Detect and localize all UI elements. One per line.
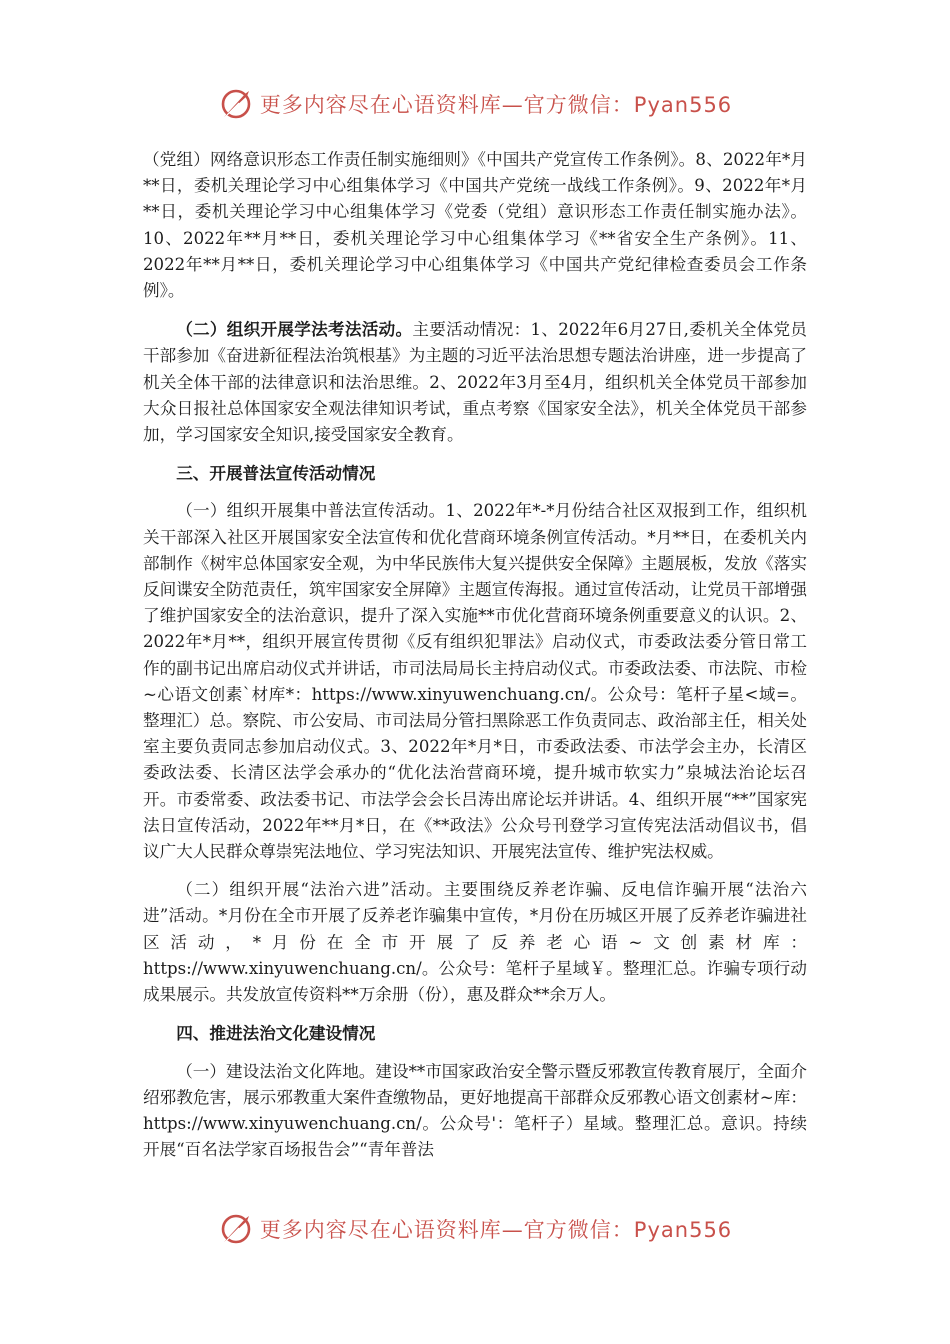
section-heading-3: 三、开展普法宣传活动情况 (176, 463, 376, 484)
paragraph-study-list: （党组）网络意识形态工作责任制实施细则》《中国共产党宣传工作条例》。8、2022年*月**日，委机关理论学习中心组集体学习《中国共产党统一战线工作条例》。9、2022年*月**日，委机关理论学习中心组集体学习《党委（党组）意识形态工作责任制实施办法》。10、2022年**月**日，委机关理论学习中心组集体学习《**省安全生产条例》。11、2022年**月**日，委机关理论学习中心组集体学习《中国共产党纪律检查委员会工作条例》。 (143, 150, 807, 301)
quill-pen-logo-icon (218, 86, 254, 122)
paragraph-culture-base: （一）建设法治文化阵地。建设**市国家政治安全警示暨反邪教宣传教育展厅，全面介绍邪教危害，展示邪教重大案件查缴物品，更好地提高干部群众反邪教心语文创素材~库：https://www.xinyuwenchuang.cn/。公众号'：笔杆子）星域。整理汇总。意识。持续开展“百名法学家百场报告会”“青年普法 (143, 1061, 807, 1160)
paragraph-lead: （二）组织开展学法考法活动。 (176, 319, 413, 340)
paragraph-concentrated-publicity: （一）组织开展集中普法宣传活动。1、2022年*-*月份结合社区双报到工作，组织机关干部深入社区开展国家安全法宣传和优化营商环境条例宣传活动。*月**日，在委机关内部制作《树牢总体国家安全观，为中华民族伟大复兴提供安全保障》主题展板，发放《落实反间谍安全防范责任，筑牢国家安全屏障》主题宣传海报。通过宣传活动，让党员干部增强了维护国家安全的法治意识，提升了深入实施**市优化营商环境条例重要意义的认识。2、2022年*月**，组织开展宣传贯彻《反有组织犯罪法》启动仪式，市委政法委分管日常工作的副书记出席启动仪式并讲话，市司法局局长主持启动仪式。市委政法委、市法院、市检~心语文创素`材库*：https://www.xinyuwenchuang.cn/。公众号：笔杆子星<域=。整理汇）总。察院、市公安局、市司法局分管扫黑除恶工作负责同志、政治部主任，相关处室主要负责同志参加启动仪式。3、2022年*月*日，市委政法委、市法学会主办，长清区委政法委、长清区法学会承办的“优化法治营商环境，提升城市软实力”泉城法治论坛召开。市委常委、政法委书记、市法学会会长吕涛出席论坛并讲话。4、组织开展“**”国家宪法日宣传活动，2022年**月*日，在《**政法》公众号刊登学习宣传宪法活动倡议书，倡议广大人民群众尊崇宪法地位、学习宪法知识、开展宪法宣传、维护宪法权威。 (143, 501, 807, 862)
paragraph-law-exam (143, 316, 807, 448)
banner-text: 更多内容尽在心语资料库—官方微信：Pyan556 (259, 93, 733, 117)
header-banner (0, 84, 950, 124)
paragraph-six-into: （二）组织开展“法治六进”活动。主要围绕反养老诈骗、反电信诈骗开展“法治六进”活动。*月份在全市开展了反养老诈骗集中宣传，*月份在历城区开展了反养老诈骗进社区活动，*月份在全市开展了反养老心语~文创素材库：https://www.xinyuwenchuang.cn/。公众号：笔杆子星域￥。整理汇总。诈骗专项行动成果展示。共发放宣传资料**万余册（份），惠及群众**余万人。 (143, 880, 807, 1005)
document-body (143, 147, 807, 1175)
footer-banner (0, 1209, 950, 1249)
quill-pen-logo-icon (218, 1211, 254, 1247)
section-heading-4: 四、推进法治文化建设情况 (176, 1023, 376, 1044)
paragraph-body: 主要活动情况：1、2022年6月27日,委机关全体党员干部参加《奋进新征程法治筑根基》为主题的习近平法治思想专题法治讲座，进一步提高了机关全体干部的法律意识和法治思维。2、2022年3月至4月，组织机关全体党员干部参加大众日报社总体国家安全观法律知识考试，重点考察《国家安全法》，机关全体党员干部参加，学习国家安全知识,接受国家安全教育。 (143, 320, 808, 445)
banner-text: 更多内容尽在心语资料库—官方微信：Pyan556 (259, 1218, 733, 1242)
